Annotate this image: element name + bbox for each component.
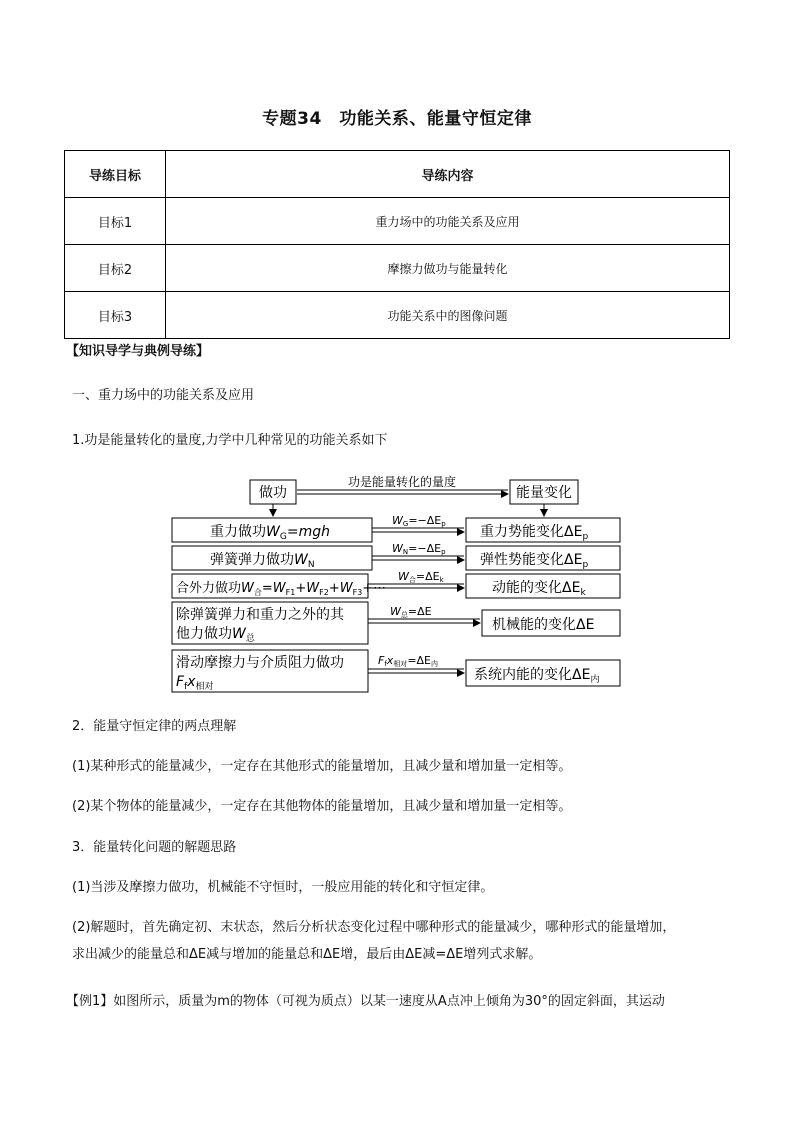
diagram-right-text: 机械能的变化ΔE (492, 617, 595, 633)
diagram-left-text: 除弹簧弹力和重力之外的其 (176, 607, 344, 623)
section-heading: 一、重力场中的功能关系及应用 (72, 388, 255, 403)
diagram-arrow-label: WG=−ΔEp (392, 514, 446, 528)
table-cell: 目标2 (65, 245, 166, 292)
point-1: 1.功是能量转化的量度,力学中几种常见的功能关系如下 (72, 433, 388, 448)
table-header-row (65, 151, 730, 198)
table-cell: 目标1 (65, 198, 166, 245)
table-row (65, 292, 730, 339)
example-1: 【例1】如图所示，质量为m的物体（可视为质点）以某一速度从A点冲上倾角为30°的固定斜面，其运动 (66, 994, 665, 1009)
point-3a: (1)当涉及摩擦力做功，机械能不守恒时，一般应用能的转化和守恒定律。 (72, 880, 494, 895)
table-header-cell: 导练内容 (166, 151, 730, 198)
diagram-arrow-label: WN=−ΔEp (392, 542, 446, 556)
page-title: 专题34 功能关系、能量守恒定律 (262, 109, 532, 129)
table-cell: 重力场中的功能关系及应用 (166, 198, 730, 245)
knowledge-heading: 【知识导学与典例导练】 (66, 344, 210, 359)
diagram-left-text: 他力做功$W_总$ (176, 626, 255, 644)
table-cell: 目标3 (65, 292, 166, 339)
diagram-right-text: 系统内能的变化$\Delta E_内$ (474, 667, 600, 685)
point-2b: (2)某个物体的能量减少，一定存在其他物体的能量增加，且减少量和增加量一定相等。 (72, 799, 572, 814)
table-cell: 功能关系中的图像问题 (166, 292, 730, 339)
diagram-right-text: 动能的变化$\Delta E_k$ (492, 580, 586, 598)
diagram-left-text: 合外力做功$W_合=W_{F1}+W_{F2}+W_{F3}+\cdots$ (176, 581, 387, 597)
work-label: 做功 (259, 485, 287, 501)
diagram-arrow-label: Ffx相对=ΔE内 (378, 654, 439, 668)
point-3b-line1: (2)解题时，首先确定初、末状态，然后分析状态变化过程中哪种形式的能量减少，哪种形式的能量增加， (72, 920, 676, 935)
point-2a: (1)某种形式的能量减少，一定存在其他形式的能量增加，且减少量和增加量一定相等。 (72, 759, 572, 774)
diagram-left-text: 滑动摩擦力与介质阻力做功 (176, 655, 344, 671)
diagram-left-text: 重力做功$W_G=mgh$ (210, 524, 330, 542)
diagram-left-text: 弹簧弹力做功$W_N$ (210, 552, 315, 570)
top-arrow-label: 功是能量转化的量度 (347, 475, 457, 489)
table-row (65, 245, 730, 292)
diagram-right-text: 重力势能变化$\Delta E_p$ (480, 524, 589, 542)
diagram-right-text: 弹性势能变化$\Delta E_p$ (480, 552, 589, 570)
point-3b-line2: 求出减少的能量总和ΔE减与增加的能量总和ΔE增，最后由ΔE减=ΔE增列式求解。 (72, 947, 542, 962)
point-2-heading: 2．能量守恒定律的两点理解 (72, 719, 237, 734)
diagram-arrow-label: W合=ΔEk (398, 570, 444, 584)
diagram-left-text: $F_fx_{相对}$ (176, 674, 214, 692)
table-header-cell: 导练目标 (65, 151, 166, 198)
goals-table (64, 150, 730, 339)
table-cell: 摩擦力做功与能量转化 (166, 245, 730, 292)
table-row (65, 198, 730, 245)
diagram-arrow-label: W总=ΔE (390, 605, 432, 619)
point-3-heading: 3．能量转化问题的解题思路 (72, 840, 237, 855)
energy-change-label: 能量变化 (516, 485, 572, 501)
energy-work-diagram (170, 470, 630, 695)
